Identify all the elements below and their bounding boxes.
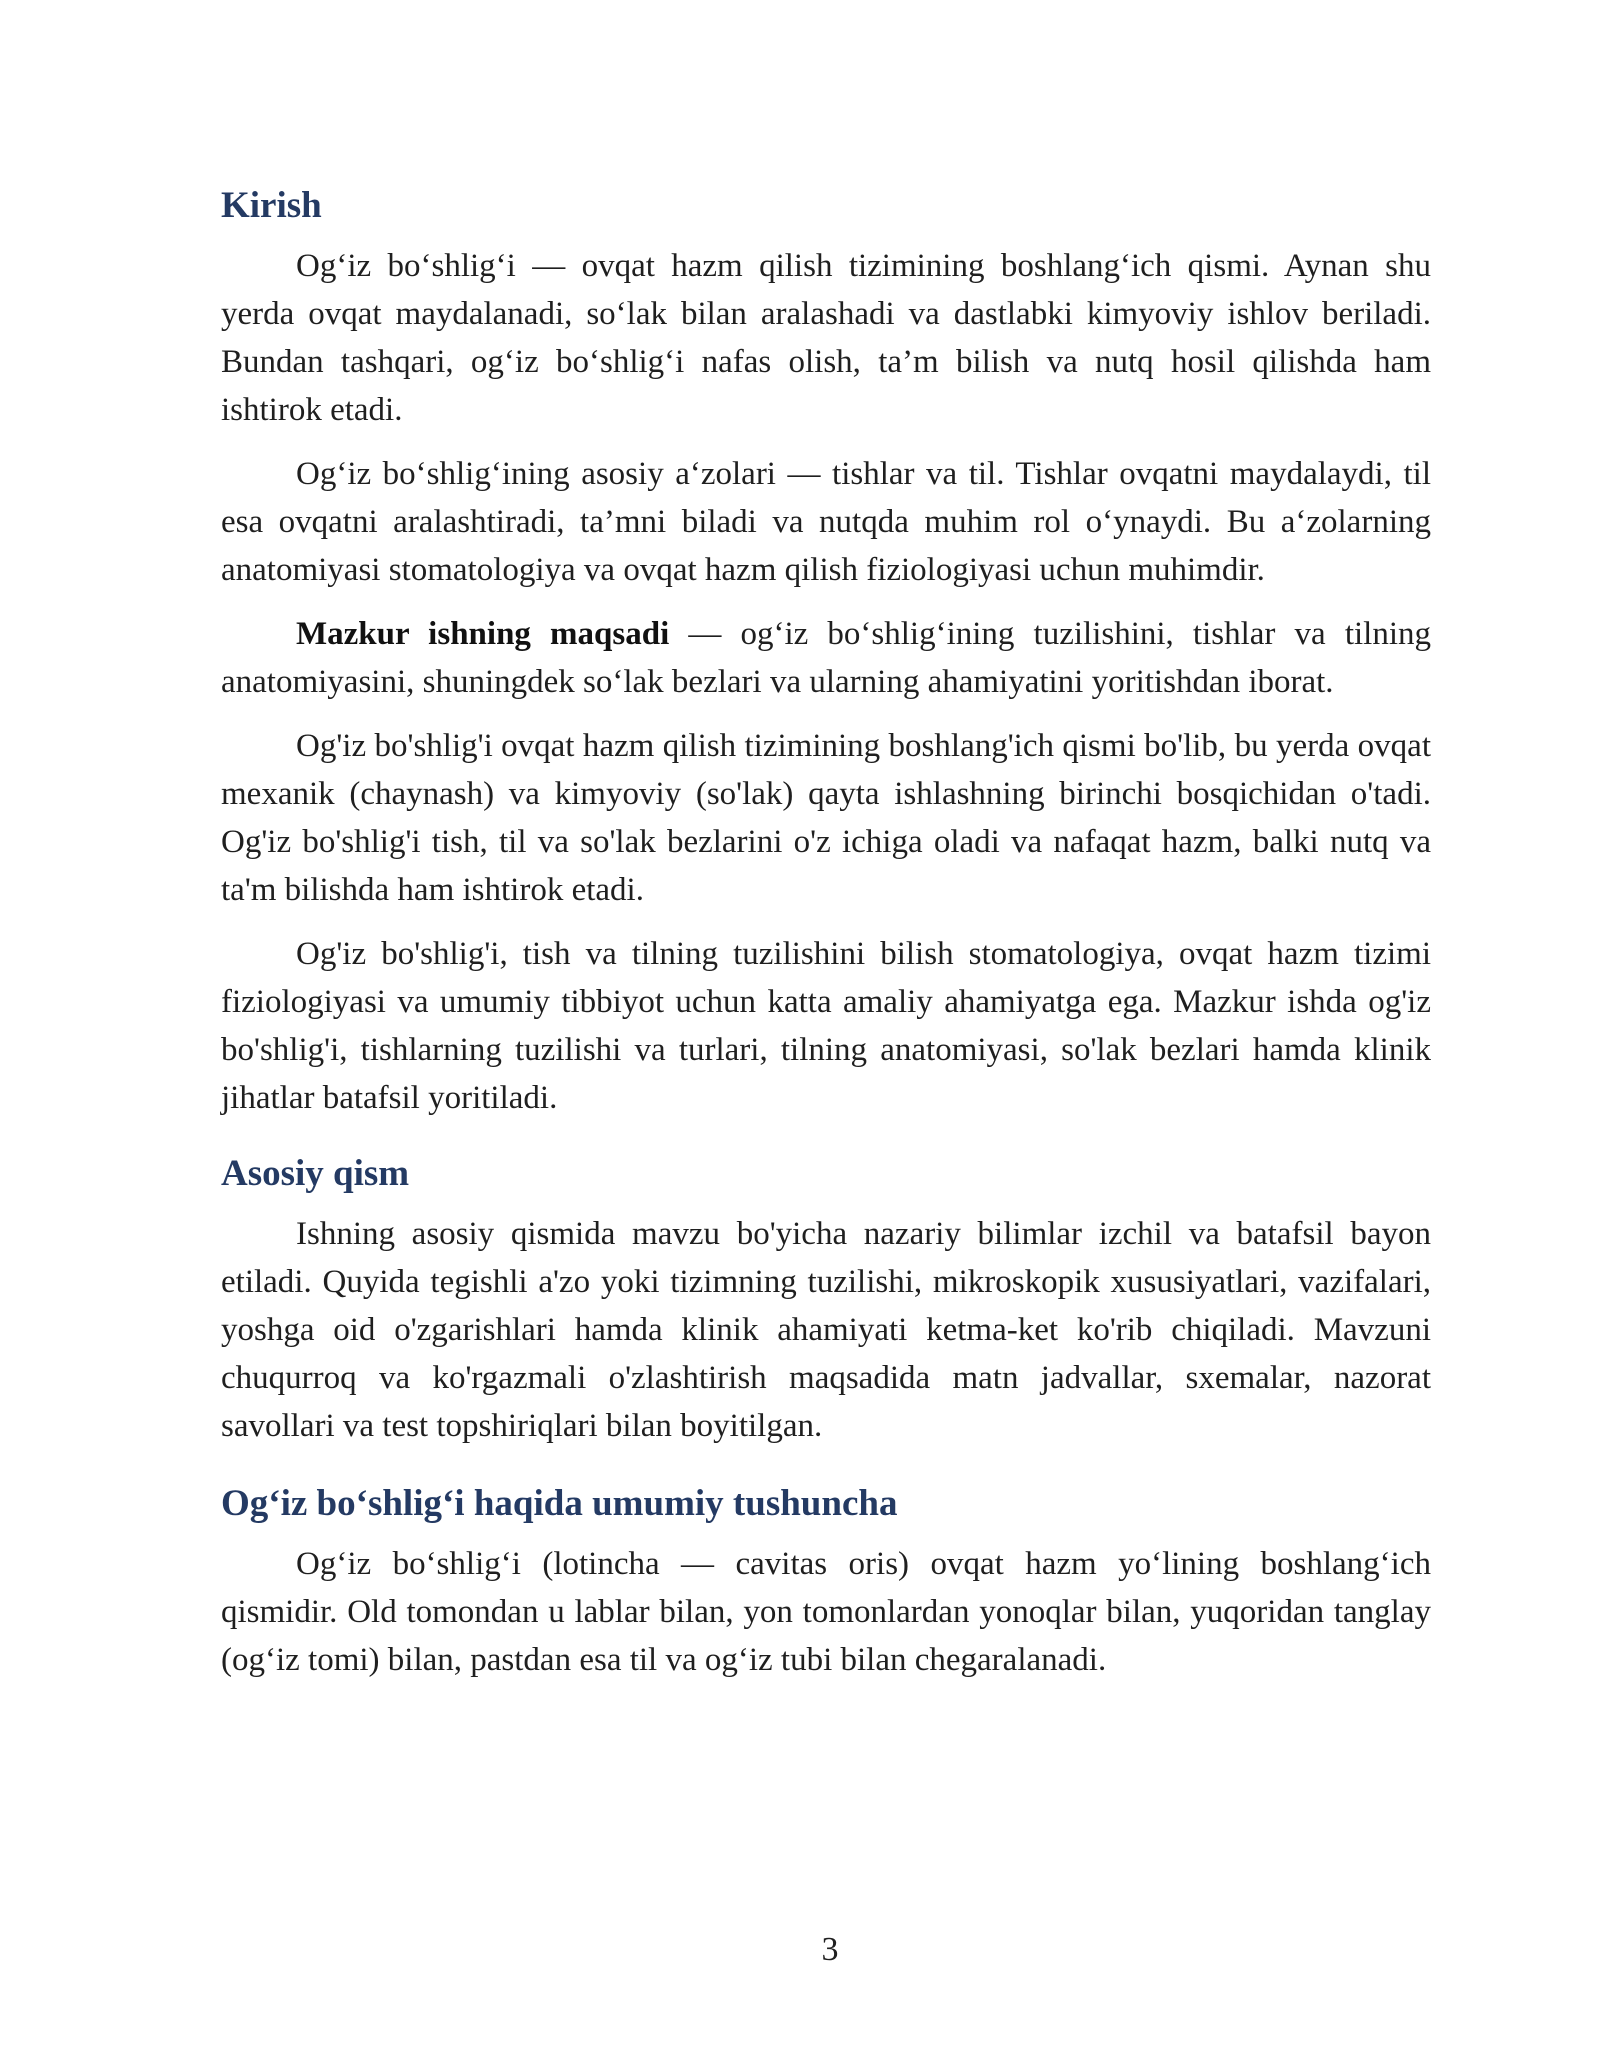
aim-text: — og‘iz bo‘shlig‘ining tuzilishini, tishlar va tilning anatomiyasini, shuningdek so‘lak bezlari va ularning ahamiyatini yoritishdan iborat. xyxy=(221,616,1431,700)
intro-paragraph-3 xyxy=(221,610,1431,706)
intro-paragraph-5: Og'iz bo'shlig'i, tish va tilning tuzilishini bilish stomatologiya, ovqat hazm tizimi fiziologiyasi va umumiy tibbiyot uchun katta amaliy ahamiyatga ega. Mazkur ishda og'iz bo'shlig'i, tishlarning tuzilishi va turlari, tilning anatomiyasi, so'lak bezlari hamda klinik jihatlar batafsil yoritiladi. xyxy=(221,936,1431,1116)
aim-bold-lead: Mazkur ishning maqsadi xyxy=(296,616,670,652)
intro-paragraph-4: Og'iz bo'shlig'i ovqat hazm qilish tizimining boshlang'ich qismi bo'lib, bu yerda ovqat mexanik (chaynash) va kimyoviy (so'lak) qayta ishlashning birinchi bosqichidan o'tadi. Og'iz bo'shlig'i tish, til va so'lak bezlarini o'z ichiga oladi va nafaqat hazm, balki nutq va ta'm bilishda ham ishtirok etadi. xyxy=(221,728,1431,908)
page-number: 3 xyxy=(821,1931,839,1968)
intro-paragraph-1: Og‘iz bo‘shlig‘i — ovqat hazm qilish tizimining boshlang‘ich qismi. Aynan shu yerda ovqat maydalanadi, so‘lak bilan aralashadi va dastlabki kimyoviy ishlov beriladi. Bundan tashqari, og‘iz bo‘shlig‘i nafas olish, ta’m bilish va nutq hosil qilishda ham ishtirok etadi. xyxy=(221,248,1431,428)
intro-paragraph-2: Og‘iz bo‘shlig‘ining asosiy a‘zolari — tishlar va til. Tishlar ovqatni maydalaydi, til esa ovqatni aralashtiradi, ta’mni biladi va nutqda muhim rol o‘ynaydi. Bu a‘zolarning anatomiyasi stomatologiya va ovqat hazm qilish fiziologiyasi uchun muhimdir. xyxy=(221,456,1431,588)
main-paragraph-1: Ishning asosiy qismida mavzu bo'yicha nazariy bilimlar izchil va batafsil bayon etiladi. Quyida tegishli a'zo yoki tizimning tuzilishi, mikroskopik xususiyatlari, vazifalari, yoshga oid o'zgarishlari hamda klinik ahamiyati ketma-ket ko'rib chiqiladi. Mavzuni chuqurroq va ko'rgazmali o'zlashtirish maqsadida matn jadvallar, sxemalar, nazorat savollari va test topshiriqlari bilan boyitilgan. xyxy=(221,1216,1431,1444)
document-page xyxy=(221,182,1431,1700)
section-heading-main-part: Asosiy qism xyxy=(221,1153,410,1194)
section-heading-oral-cavity-overview: Og‘iz bo‘shlig‘i haqida umumiy tushuncha xyxy=(221,1483,898,1524)
overview-paragraph-1: Og‘iz bo‘shlig‘i (lotincha — cavitas oris) ovqat hazm yo‘lining boshlang‘ich qismidir. Old tomondan u lablar bilan, yon tomonlardan yonoqlar bilan, yuqoridan tanglay (og‘iz tomi) bilan, pastdan esa til va og‘iz tubi bilan chegaralanadi. xyxy=(221,1546,1431,1678)
section-heading-introduction: Kirish xyxy=(221,185,322,226)
